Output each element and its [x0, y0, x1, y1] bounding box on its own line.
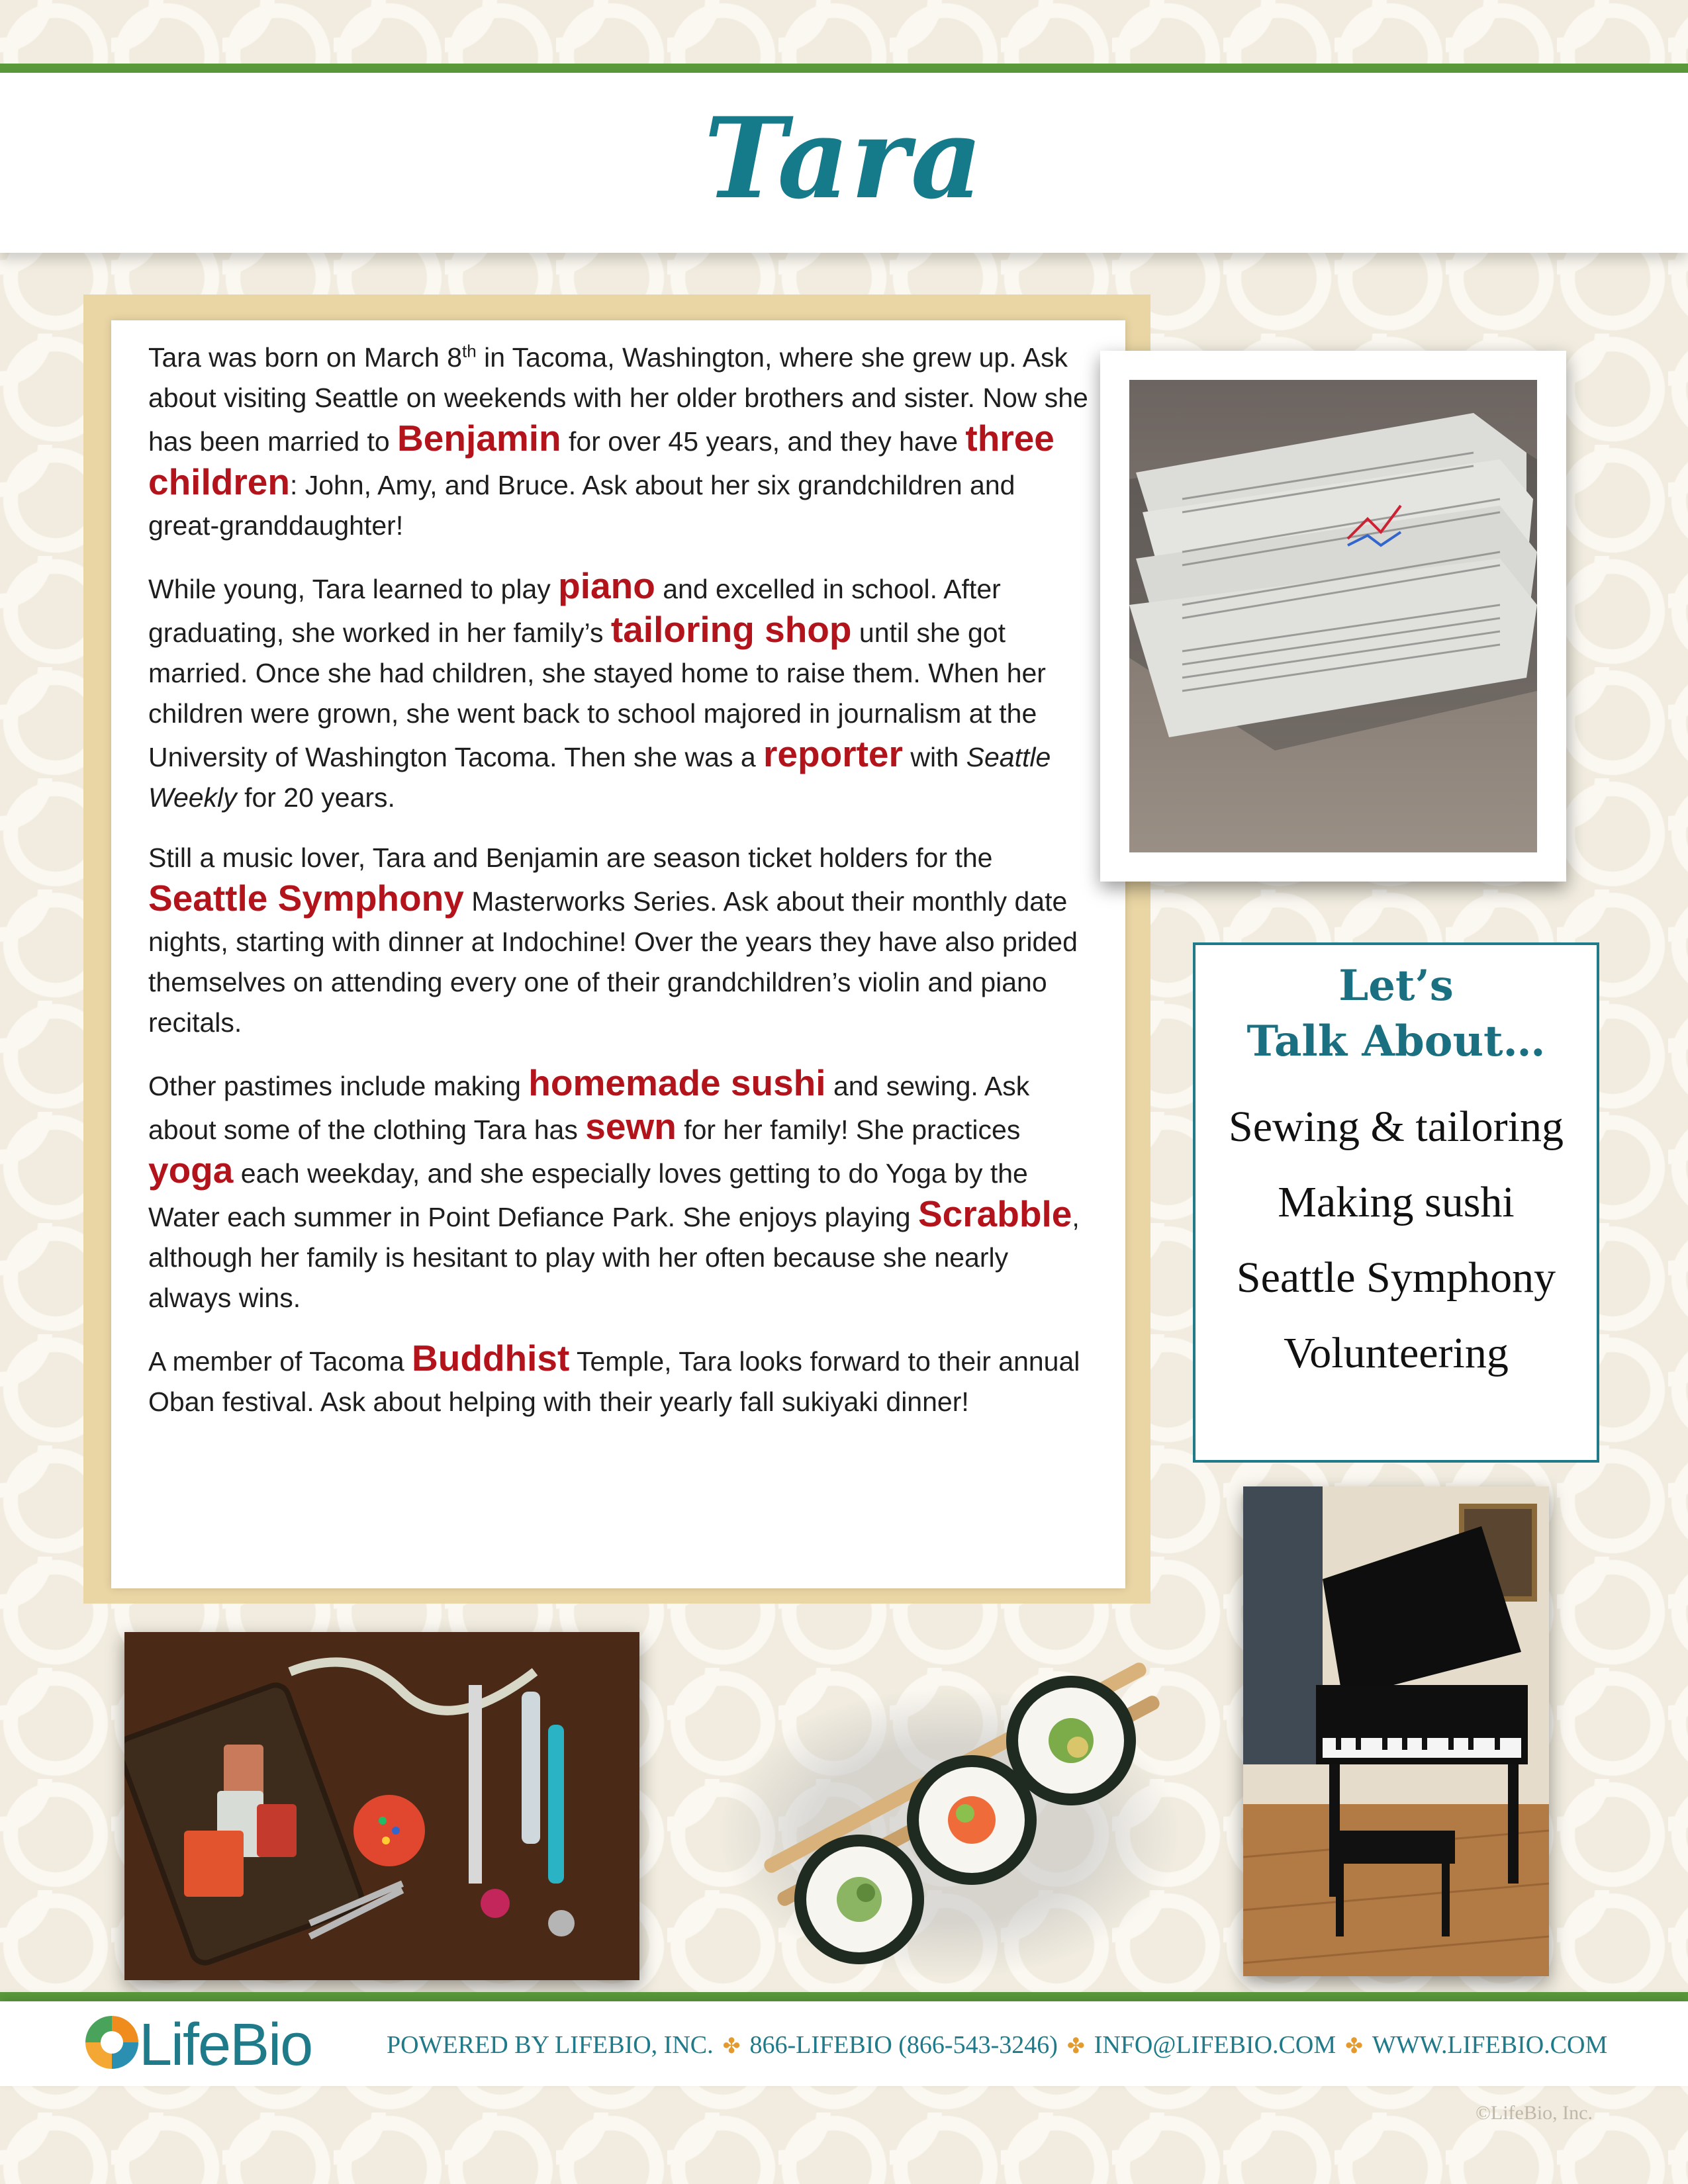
talk-item-sushi: Making sushi [1278, 1178, 1515, 1226]
lifebio-logo-icon [82, 2009, 142, 2075]
separator-icon: ✤ [722, 2034, 741, 2058]
talk-about-title: Let’s Talk About… [1246, 961, 1546, 1066]
footer-powered: POWERED BY LIFEBIO, INC. [387, 2031, 714, 2059]
talk-item-volunteering: Volunteering [1284, 1329, 1509, 1377]
bio-paragraph-3: Still a music lover, Tara and Benjamin are season ticket holders for the Seattle Symphony Masterworks Series. Ask about their monthly date nights, starting with dinner at Indochine! Over the years they have also prided themselves on attending every one of their grandchildren’s violin and piano recitals. [148, 842, 1078, 1038]
highlight-yoga: yoga [148, 1150, 234, 1191]
footer-email[interactable]: INFO@LIFEBIO.COM [1094, 2031, 1336, 2059]
newspapers-image [1129, 380, 1537, 852]
lifebio-logo-text: LifeBio [139, 2012, 312, 2078]
highlight-piano: piano [558, 565, 655, 606]
footer-phone: 866-LIFEBIO (866-543-3246) [749, 2031, 1058, 2059]
page-title: Tara [704, 93, 984, 224]
newspapers-photo [1100, 351, 1566, 882]
bio-text [148, 338, 1088, 1442]
piano-image [1243, 1486, 1549, 1976]
bottom-green-line [0, 1992, 1688, 2001]
bio-paragraph-2: While young, Tara learned to play piano and excelled in school. After graduating, she worked in her family’s tailoring shop until she got married. Once she had children, she stayed home to raise them. When her children were grown, she went back to school majored in journalism at the University of Washington Tacoma. Then she was a reporter with Seattle Weekly for 20 years. [148, 565, 1051, 813]
sewing-kit-image [124, 1632, 639, 1980]
sewing-kit-photo [124, 1632, 639, 1980]
highlight-reporter: reporter [763, 733, 903, 774]
talk-about-box [1193, 942, 1599, 1463]
piano-photo [1243, 1486, 1549, 1976]
highlight-benjamin: Benjamin [397, 418, 561, 459]
footer-website[interactable]: WWW.LIFEBIO.COM [1372, 2031, 1608, 2059]
top-green-line [0, 64, 1688, 73]
bio-paragraph-5: A member of Tacoma Buddhist Temple, Tara looks forward to their annual Oban festival. Ask about helping with their yearly fall sukiyaki dinner! [148, 1338, 1080, 1417]
separator-icon: ✤ [1066, 2034, 1085, 2058]
highlight-sewn: sewn [585, 1106, 677, 1147]
talk-item-symphony: Seattle Symphony [1236, 1253, 1556, 1302]
sushi-photo [714, 1655, 1185, 1985]
bio-paragraph-1: Tara was born on March 8th in Tacoma, Washington, where she grew up. Ask about visiting Seattle on weekends with her older brothers and sister. Now she has been married to Benjamin for over 45 years, and they have three children: John, Amy, and Bruce. Ask about her six grandchildren and great-granddaughter! [148, 341, 1088, 541]
highlight-scrabble: Scrabble [917, 1193, 1072, 1234]
highlight-three-children: three children [148, 418, 1055, 502]
highlight-buddhist: Buddhist [412, 1338, 570, 1379]
talk-item-sewing: Sewing & tailoring [1229, 1103, 1564, 1151]
sushi-image [714, 1655, 1185, 1985]
copyright: ©LifeBio, Inc. [1476, 2102, 1593, 2124]
talk-about-list [1196, 1089, 1597, 1391]
highlight-homemade-sushi: homemade sushi [528, 1062, 826, 1103]
separator-icon: ✤ [1345, 2034, 1363, 2058]
highlight-seattle-symphony: Seattle Symphony [148, 878, 464, 919]
footer-contact [387, 2025, 1607, 2066]
highlight-tailoring-shop: tailoring shop [610, 609, 852, 650]
bio-paragraph-4: Other pastimes include making homemade sushi and sewing. Ask about some of the clothing Tara has sewn for her family! She practices yoga each weekday, and she especially loves getting to do Yoga by the Water each summer in Point Defiance Park. She enjoys playing Scrabble, although her family is hesitant to play with her often because she nearly always wins. [148, 1062, 1080, 1313]
